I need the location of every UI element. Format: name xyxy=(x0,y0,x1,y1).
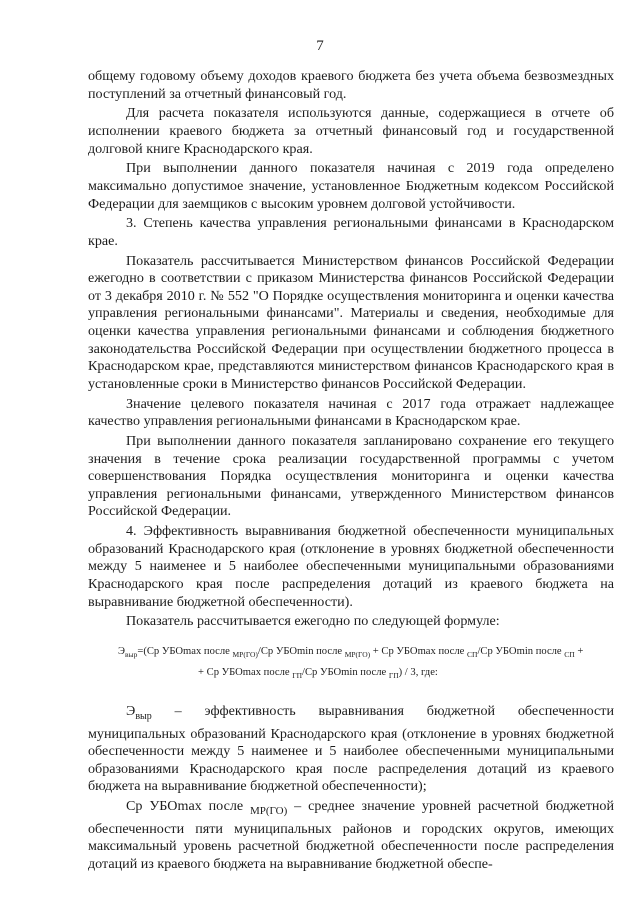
definition-symbol: Э xyxy=(126,703,136,720)
formula-term: + xyxy=(574,645,584,657)
paragraph-indicator-3-heading: 3. Степень качества управления региональными финансами в Краснодарском крае. xyxy=(88,215,614,249)
formula-term: =(Ср УБОmax после xyxy=(137,645,230,657)
formula-sub: МР(ГО) xyxy=(344,650,371,660)
formula-sub: СП xyxy=(467,650,478,660)
formula-line-1 xyxy=(88,643,614,664)
formula-sub: ГП xyxy=(292,671,303,681)
paragraph-formula-intro: Показатель рассчитывается ежегодно по следующей формуле: xyxy=(126,613,500,630)
formula-line-2 xyxy=(88,664,614,685)
formula-sub: ГП xyxy=(388,671,399,681)
formula-term: /Ср УБОmin после xyxy=(302,667,387,679)
formula-term: /Ср УБОmin после xyxy=(257,645,343,657)
formula-symbol-sub: выр xyxy=(125,650,138,660)
paragraph-data-sources: Для расчета показателя используются данные, содержащиеся в отчете об исполнении краевого бюджета за отчетный финансовый год и государственной долговой книге Краснодарского края. xyxy=(88,105,614,157)
definition-text: – среднее значение уровней расчетной бюджетной обеспеченности пяти муниципальных районов и городских округов, имеющих максимальный уровень расчетной бюджетной обеспеченности после распределения дотаций из краевого бюджета на выравнивание бюджетной обеспе- xyxy=(88,798,614,872)
formula-term: + Ср УБОmax после xyxy=(370,645,465,657)
formula-term: ) / 3, где: xyxy=(398,667,438,679)
definition-text: – эффективность выравнивания бюджетной обеспеченности муниципальных образований Краснодарского края (отклонение в уровнях бюджетной обеспеченности между 5 наименее и 5 наиболее обеспеченными муниципальными образованиями Краснодарского края после распределения дотаций из краевого бюджета на выравнивание бюджетной обеспеченности); xyxy=(88,703,614,795)
formula-sub: МР(ГО) xyxy=(232,650,258,660)
definition-max-mr xyxy=(88,798,614,873)
paragraph-indicator-3-plan: При выполнении данного показателя запланировано сохранение его текущего значения в течение срока реализации государственной программы с учетом совершенствования Порядка осуществления мониторинга и оценки качества управления региональными финансами, утвержденного Министерством финансов Российской Федерации. xyxy=(88,433,614,520)
paragraph-indicator-3-value: Значение целевого показателя начиная с 2017 года отражает надлежащее качество управления региональными финансами в Краснодарском крае. xyxy=(88,395,614,430)
formula-term: /Ср УБОmin после xyxy=(477,645,562,657)
formula-symbol: Э xyxy=(118,645,125,657)
paragraph-continuation: общему годовому объему доходов краевого бюджета без учета объема безвозмездных поступлений за отчетный финансовый год. xyxy=(88,68,614,102)
paragraph-indicator-3-method: Показатель рассчитывается Министерством финансов Российской Федерации ежегодно в соответствии с приказом Министерства финансов Российской Федерации от 3 декабря 2010 г. № 552 "О Порядке осуществления мониторинга и оценки качества управления региональными финансами". Материалы и сведения, необходимые для оценки качества управления региональными финансами и соблюдения бюджетного законодательства Российской Федерации при осуществлении бюджетного процесса в Краснодарском крае, представляются министерством финансов Краснодарского края в установленные сроки в Министерство финансов Российской Федерации. xyxy=(88,252,614,392)
formula xyxy=(88,643,614,685)
definition-symbol-sub: МР(ГО) xyxy=(250,804,288,817)
document-body xyxy=(88,68,614,873)
formula-term: + Ср УБОmax после xyxy=(198,667,290,679)
paragraph-indicator-4-heading: 4. Эффективность выравнивания бюджетной обеспеченности муниципальных образований Краснодарского края (отклонение в уровнях бюджетной обеспеченности между 5 наименее и 5 наиболее обеспеченными муниципальными образованиями Краснодарского края после распределения дотаций из краевого бюджета на выравнивание бюджетной обеспеченности). xyxy=(88,523,614,610)
definition-symbol-sub: выр xyxy=(135,710,152,722)
page-number: 7 xyxy=(316,38,324,54)
definition-symbol: Ср УБОmax после xyxy=(126,798,250,815)
paragraph-max-value: При выполнении данного показателя начиная с 2019 года определено максимально допустимое значение, установленное Бюджетным кодексом Российской Федерации для заемщиков с высоким уровнем долговой устойчивости. xyxy=(88,160,614,212)
formula-sub: СП xyxy=(564,650,575,660)
definition-efficiency xyxy=(88,703,614,796)
